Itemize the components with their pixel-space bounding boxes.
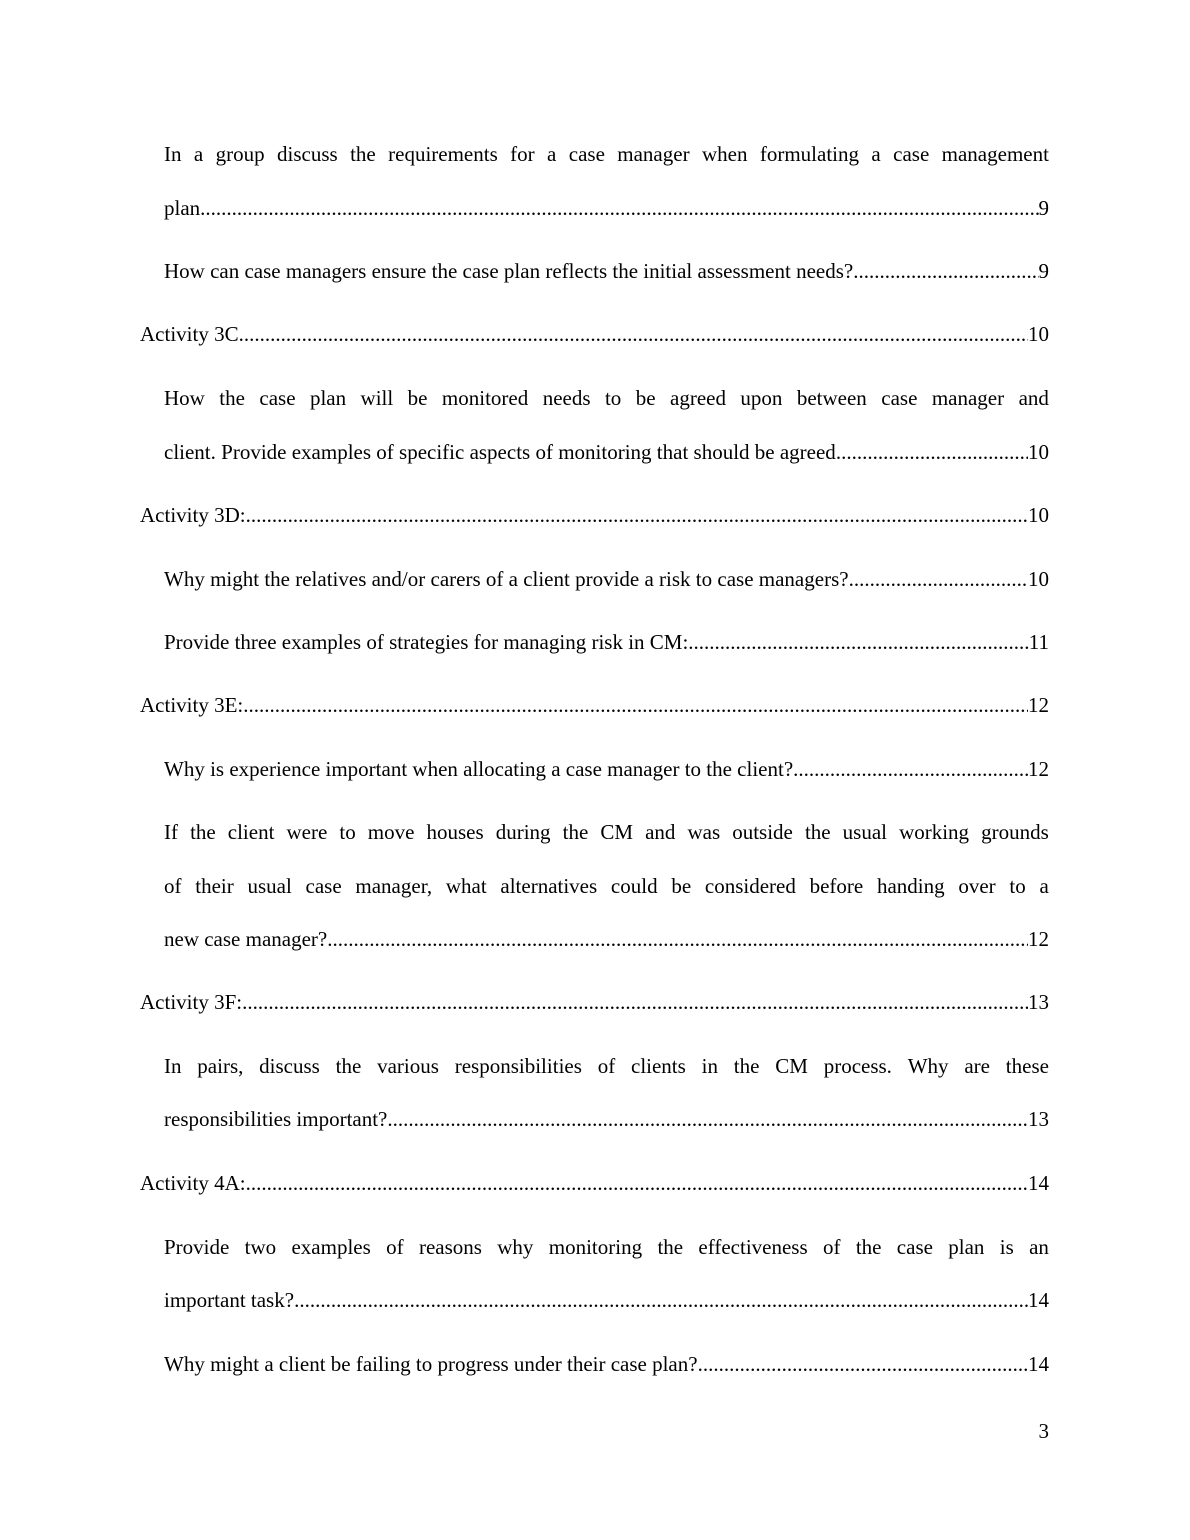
word: is	[999, 1235, 1014, 1259]
word: requirements	[388, 142, 498, 166]
dot-leader	[387, 1107, 1028, 1131]
dot-leader	[327, 927, 1028, 951]
dot-leader	[793, 757, 1028, 781]
word: what	[445, 874, 487, 898]
toc-entry-title: Activity 3C	[140, 322, 239, 346]
dot-leader	[688, 630, 1028, 654]
word: before	[809, 874, 864, 898]
toc-entry[interactable]	[164, 927, 1049, 951]
word: an	[1029, 1235, 1049, 1259]
toc-page-number: 10	[1028, 567, 1049, 591]
word: the	[855, 1235, 882, 1259]
toc-entry-title: Why might the relatives and/or carers of a client provide a risk to case managers?	[164, 567, 849, 591]
toc-entry-text-line	[164, 142, 1049, 166]
dot-leader	[239, 322, 1028, 346]
toc-entry[interactable]	[164, 1288, 1049, 1312]
word: manager	[617, 142, 690, 166]
toc-entry-text-line	[164, 820, 1049, 844]
word: discuss	[259, 1054, 320, 1078]
word: manager,	[355, 874, 433, 898]
toc-page-number: 12	[1028, 757, 1049, 781]
word: a	[1039, 874, 1049, 898]
word: case	[568, 142, 605, 166]
word: manager	[931, 386, 1005, 410]
word: discuss	[277, 142, 338, 166]
toc-entry-activity[interactable]	[140, 693, 1049, 717]
toc-page-number: 9	[1038, 259, 1049, 283]
word: these	[1005, 1054, 1049, 1078]
word: How	[164, 386, 205, 410]
toc-page-number: 10	[1028, 440, 1049, 464]
word: In	[164, 1054, 182, 1078]
word: two	[244, 1235, 277, 1259]
toc-entry-title: responsibilities important?	[164, 1107, 388, 1131]
word: are	[964, 1054, 990, 1078]
toc-entry-title: client. Provide examples of specific aspects of monitoring that should be agreed	[164, 440, 836, 464]
word: of	[597, 1054, 616, 1078]
word: responsibilities	[454, 1054, 582, 1078]
word: reasons	[418, 1235, 482, 1259]
page-number: 3	[1038, 1419, 1049, 1443]
dot-leader	[294, 1288, 1028, 1312]
toc-entry-activity[interactable]	[140, 990, 1049, 1014]
word: examples	[291, 1235, 371, 1259]
word: to	[1009, 874, 1026, 898]
word: and	[1018, 386, 1049, 410]
word: case	[881, 386, 918, 410]
toc-page-number: 10	[1028, 503, 1049, 527]
toc-page-number: 9	[1038, 196, 1049, 220]
word: formulating	[759, 142, 860, 166]
word: to	[604, 386, 622, 410]
word: monitored	[441, 386, 529, 410]
word: Why	[907, 1054, 949, 1078]
word: the	[190, 820, 216, 844]
word: group	[215, 142, 265, 166]
toc-page-number: 14	[1028, 1352, 1049, 1376]
toc-entry-text-line	[164, 1054, 1049, 1078]
word: alternatives	[500, 874, 598, 898]
word: during	[495, 820, 551, 844]
word: agreed	[670, 386, 726, 410]
word: could	[610, 874, 658, 898]
word: the	[562, 820, 589, 844]
word: pairs,	[197, 1054, 244, 1078]
word: Provide	[164, 1235, 230, 1259]
toc-entry-text-line	[164, 1235, 1049, 1259]
word: the	[733, 1054, 760, 1078]
word: the	[335, 1054, 362, 1078]
word: CM	[600, 820, 634, 844]
word: In	[164, 142, 182, 166]
dot-leader	[200, 196, 1038, 220]
word: client	[227, 820, 275, 844]
word: of	[164, 874, 182, 898]
toc-entry[interactable]	[164, 757, 1049, 781]
dot-leader	[246, 1171, 1028, 1195]
word: for	[510, 142, 535, 166]
toc-entry[interactable]	[164, 440, 1049, 464]
word: their	[195, 874, 234, 898]
word: was	[687, 820, 721, 844]
word: between	[796, 386, 867, 410]
word: plan	[948, 1235, 985, 1259]
word: process.	[823, 1054, 892, 1078]
word: plan	[309, 386, 347, 410]
word: working	[899, 820, 970, 844]
toc-entry-title: Activity 4A:	[140, 1171, 246, 1195]
word: houses	[426, 820, 484, 844]
toc-page-number: 12	[1028, 927, 1049, 951]
toc-page-number: 13	[1028, 990, 1049, 1014]
word: be	[671, 874, 692, 898]
word: the	[219, 386, 245, 410]
toc-entry[interactable]	[164, 630, 1049, 654]
word: in	[701, 1054, 718, 1078]
word: and	[645, 820, 676, 844]
word: outside	[732, 820, 793, 844]
word: If	[164, 820, 178, 844]
dot-leader	[242, 990, 1028, 1014]
word: were	[286, 820, 328, 844]
toc-entry[interactable]	[164, 259, 1049, 283]
word: various	[377, 1054, 439, 1078]
toc-entry-title: Activity 3E:	[140, 693, 244, 717]
toc-entry-activity[interactable]	[140, 503, 1049, 527]
word: to	[339, 820, 356, 844]
toc-page-number: 12	[1028, 693, 1049, 717]
dot-leader	[243, 693, 1028, 717]
toc-entry-title: plan	[164, 196, 201, 220]
word: will	[360, 386, 394, 410]
word: upon	[740, 386, 783, 410]
word: be	[635, 386, 656, 410]
dot-leader	[698, 1352, 1028, 1376]
word: usual	[247, 874, 292, 898]
toc-entry[interactable]	[164, 196, 1049, 220]
toc-entry-activity[interactable]	[140, 322, 1049, 346]
word: a	[547, 142, 557, 166]
toc-entry-text-line	[164, 386, 1049, 410]
word: monitoring	[548, 1235, 643, 1259]
toc-page-number: 13	[1028, 1107, 1049, 1131]
toc-entry[interactable]	[164, 567, 1049, 591]
toc-entry[interactable]	[164, 1107, 1049, 1131]
word: CM	[775, 1054, 808, 1078]
word: a	[871, 142, 881, 166]
word: case	[305, 874, 342, 898]
word: the	[350, 142, 376, 166]
word: the	[657, 1235, 684, 1259]
word: grounds	[981, 820, 1049, 844]
toc-entry-title: important task?	[164, 1288, 295, 1312]
word: of	[386, 1235, 404, 1259]
word: needs	[542, 386, 591, 410]
word: case	[896, 1235, 933, 1259]
word: considered	[704, 874, 796, 898]
toc-entry-text-line	[164, 874, 1049, 898]
toc-entry[interactable]	[164, 1352, 1049, 1376]
toc-entry-title: Activity 3F:	[140, 990, 243, 1014]
word: handing	[876, 874, 945, 898]
dot-leader	[836, 440, 1028, 464]
word: case	[893, 142, 930, 166]
dot-leader	[246, 503, 1028, 527]
word: the	[804, 820, 831, 844]
toc-entry-title: new case manager?	[164, 927, 328, 951]
word: case	[259, 386, 296, 410]
word: of	[822, 1235, 841, 1259]
word: clients	[631, 1054, 686, 1078]
toc-entry-title: Activity 3D:	[140, 503, 246, 527]
word: move	[367, 820, 415, 844]
toc-page-number: 11	[1028, 630, 1049, 654]
word: usual	[842, 820, 887, 844]
toc-page-number: 14	[1028, 1288, 1049, 1312]
word: management	[941, 142, 1049, 166]
toc-entry-activity[interactable]	[140, 1171, 1049, 1195]
word: be	[407, 386, 428, 410]
toc-entry-title: Why might a client be failing to progress under their case plan?	[164, 1352, 698, 1376]
dot-leader	[849, 567, 1028, 591]
word: when	[701, 142, 748, 166]
word: why	[497, 1235, 534, 1259]
toc-entry-title: Provide three examples of strategies for managing risk in CM:	[164, 630, 689, 654]
word: effectiveness	[698, 1235, 808, 1259]
toc-page-number: 10	[1028, 322, 1049, 346]
dot-leader	[853, 259, 1038, 283]
word: a	[193, 142, 204, 166]
toc-entry-title: Why is experience important when allocating a case manager to the client?	[164, 757, 794, 781]
toc-entry-title: How can case managers ensure the case plan reflects the initial assessment needs?	[164, 259, 854, 283]
word: over	[958, 874, 996, 898]
toc-page-number: 14	[1028, 1171, 1049, 1195]
